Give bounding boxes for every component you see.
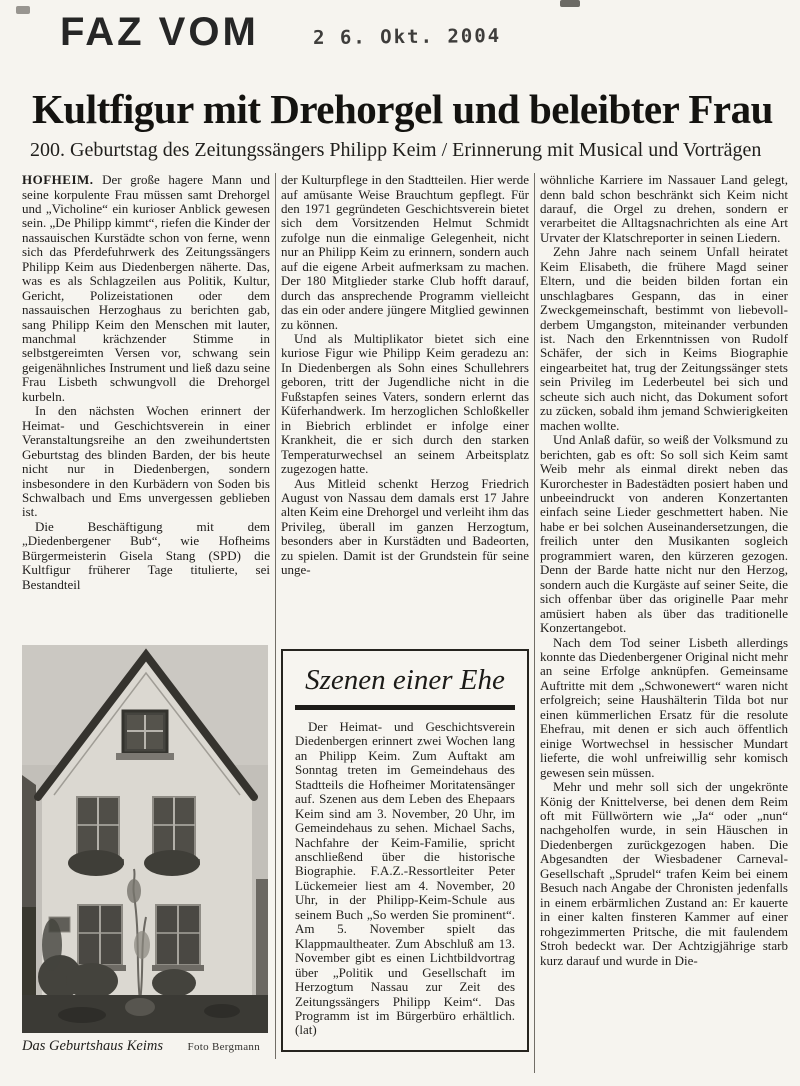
paragraph: Zehn Jahre nach seinem Unfall heiratet Keim Elisabeth, die frühere Magd seiner Eltern, und die beiden bilden fortan ein unschlagbares Gespann, das in einer Zweckgemeinschaft, bestimmt von liebevoll-derbem Umgangston, miteinander verbunden ist. Nach den Erkenntnissen von Rudolf Schäfer, der sich in Keims Biographie eingearbeitet hat, trug der Zeitungssänger stets sein Privileg im Lederbeutel bei sich und scheute sich auch nicht, das Dokument sofort zu zücken, sobald ihm jemand Schwierigkeiten machen wollte. xyxy=(540,244,788,433)
column-1-text xyxy=(22,173,270,633)
middle-left-window xyxy=(68,797,124,876)
date-stamp: 2 6. Okt. 2004 xyxy=(312,25,502,49)
lower-right-window xyxy=(152,905,204,971)
column-3-text xyxy=(540,173,788,1073)
birth-house-photo xyxy=(22,645,270,1055)
article-columns xyxy=(22,173,788,1073)
column-1 xyxy=(22,173,270,1073)
infobox-szenen-einer-ehe xyxy=(281,649,529,1052)
infobox-title: Szenen einer Ehe xyxy=(305,664,505,697)
paragraph: Und Anlaß dafür, so weiß der Volksmund zu berichten, gab es oft: So soll sich Keim samt Weib mehr als einmal direkt neben das Kurorchester in Badestädten posiert haben und unbeeindruckt von anderen Konzertanten einfach seine Lieder geschmettert haben. Nie habe er bei solchen Auseinandersetzungen, die freilich unter den Musikanten sogleich programmiert waren, den kürzeren gezogen. Denn der Barde hatte nicht nur den Herzog, sondern auch die Kurgäste auf seiner Seite, die sich offenbar über das originelle Paar mehr amüsiert haben als über das traditionelle Konzertangebot. xyxy=(540,432,788,636)
column-2 xyxy=(281,173,529,1073)
photo-caption xyxy=(22,1038,266,1055)
clipping-header xyxy=(22,0,788,72)
attic-window xyxy=(116,711,174,760)
paragraph: Die Beschäftigung mit dem „Diedenbergener Bub“, wie Hofheims Bürgermeisterin Gisela Stang (SPD) die Kultfigur früherer Tage titulierte, sei Bestandteil xyxy=(22,518,270,592)
paragraph: Nach dem Tod seiner Lisbeth allerdings konnte das Diedenbergener Original nicht mehr an seine Erfolge anknüpfen. Gemeinsame Auftritte mit dem „Schwonewert“ waren nicht erfolgreich; seine Haushälterin Tilda bot nur einen kümmerlichen Ersatz für die resolute Ehefrau, mit denen er sich auch öffentlich einige Wortwechsel in hessischer Mundart lieferte, die wohl unfreiwillig sehr komisch gewesen sein müssen. xyxy=(540,634,788,780)
paragraph: der Kulturpflege in den Stadtteilen. Hier werde auf amüsante Weise Brauchtum gepflegt. Für den 1971 gegründeten Geschichtsverein bietet sich dem Vorsitzenden Helmut Schmidt zufolge nun die einmalige Gelegenheit, nicht nur an Philipp Keim zu erinnern, sondern auch auf die eigene Arbeit aufmerksam zu machen. Der 180 Mitglieder starke Club hofft darauf, durch das ansprechende Programm vielleicht das ein oder andere jüngere Mitglied gewinnen zu können. xyxy=(281,173,529,332)
paragraph-text: Der große hagere Mann und seine korpulente Frau müssen samt Drehorgel und „Vicholine“ ein kurioser Anblick gewesen sein. „De Philipp kimmt“, riefen die Kinder der nassauischen Kurstädte schon von ferne, wenn sich das Pferdefuhrwerk des Zeitungssängers Philipp Keim aus Diedenbergen näherte. Das, was es als Schlagzeilen aus Politik, Kultur, Gericht, Polizeistationen oder dem nassauischen Herzoghaus zu berichten gab, sang Philipp Keim den Menschen mit lauter, manchmal krächzender Stimme in selbstgereimten Versen vor, schwang sein geigenähnliches Instrument und ließ dazu seine Frau Lisbeth schwungvoll die Drehorgel kurbeln. xyxy=(22,173,270,404)
infobox-rule xyxy=(295,705,515,710)
subheadline: 200. Geburtstag des Zeitungssängers Philipp Keim / Erinnerung mit Musical und Vorträgen xyxy=(30,139,762,162)
paragraph: Aus Mitleid schenkt Herzog Friedrich August von Nassau dem damals erst 17 Jahre alten Keim eine Drehorgel und verleiht ihm das Privileg, überall im ganzen Herzogtum, besonders aber in Kurstädten und Badeorten, zu spielen. Damit ist der Grundstein für seine unge- xyxy=(281,475,529,578)
scan-artifact xyxy=(560,0,580,7)
scan-artifact xyxy=(16,6,30,14)
paragraph: In den nächsten Wochen erinnert der Heimat- und Geschichtsverein in einer Veranstaltungsreihe an den zweihundertsten Geburtstag des blinden Barden, der bis heute nicht nur in Diedenbergen, sondern insbesondere in den Kurbädern von Soden bis Schwalbach und Ems unvergessen geblieben ist. xyxy=(22,403,270,520)
masthead-label: FAZ VOM xyxy=(60,10,259,54)
infobox-body: Der Heimat- und Geschichtsverein Diedenbergen erinnert zwei Wochen lang an Philipp Keim. Zum Auftakt am Sonntag treten im Gemeindehaus des Stadtteils die Hofheimer Moritatensänger auf. Szenen aus dem Leben des Ehepaars Keim sind am 3. November, 20 Uhr, im Gemeindehaus zu sehen. Michael Sachs, Nachfahre der Keim-Familie, spricht anschließend über die historische Biographie. F.A.Z.-Ressortleiter Peter Lückemeier liest am 4. November, 20 Uhr, in der Philipp-Keim-Schule aus seinem Buch „So werden Sie prominent“. Am 5. November spielt das Klappmaultheater. Zum Abschluß am 13. November gibt es einen Lichtbildvortrag über „Politik und Gesellschaft im Herzogtum Nassau zur Zeit des Zeitungssängers Philipp Keim“. Das Programm ist im Bürgerbüro erhältlich. (lat) xyxy=(295,718,515,1038)
birth-house-photo-image xyxy=(22,645,268,1033)
photo-caption-text: Das Geburtshaus Keims xyxy=(22,1038,163,1055)
column-rule-right xyxy=(534,173,535,1073)
column-3 xyxy=(540,173,788,1073)
flower-pot xyxy=(125,998,155,1016)
photo-credit: Foto Bergmann xyxy=(187,1041,260,1054)
column-rule-left xyxy=(275,173,276,1059)
paragraph: Und als Multiplikator bietet sich eine kuriose Figur wie Philipp Keim geradezu an: In Diedenbergen als Sohn eines Schullehrers geboren, tritt der Jugendliche nicht in die Fußstapfen seines Vaters, sondern erlernt das Küferhandwerk. Im herzoglichen Schloßkeller in Biebrich erblindet er infolge einer Krankheit, die er sich durch den starken Temperaturwechsel an seinem Arbeitsplatz zugezogen hatte. xyxy=(281,331,529,477)
dateline-lead: HOFHEIM. xyxy=(22,173,94,188)
middle-right-window xyxy=(144,797,200,876)
paragraph: Mehr und mehr soll sich der ungekrönte König der Knittelverse, bei denen dem Reim oft mit Füllwörtern wie „Ja“ oder „nun“ nachgeholfen wurde, in sein Häuschen in Diedenbergen zurückgezogen haben. Die Abgesandten der Wiesbadener Carneval-Gesellschaft „Sprudel“ trafen Keim bei einem Besuch nach Angabe der Chronisten jedenfalls in einem erbärmlichen Zustand an: Er kauerte in einer kalten finsteren Kammer auf einer rohgezimmerten Pritsche, die mit faulendem Stroh bedeckt war. Der Achtzigjährige starb kurz darauf und wurde in Die- xyxy=(540,779,788,968)
column-2-text xyxy=(281,173,529,635)
headline: Kultfigur mit Drehorgel und beleibter Frau xyxy=(32,86,773,132)
lower-left-window xyxy=(74,905,126,971)
paragraph xyxy=(22,173,270,404)
paragraph: wöhnliche Karriere im Nassauer Land gelegt, denn bald schon beschränkt sich Keim nicht darauf, die Orgel zu drehen, sondern er verarbeitet die Alltagsnachrichten als eine Art Urvater der Klatschreporter in seinen Liedern. xyxy=(540,173,788,245)
